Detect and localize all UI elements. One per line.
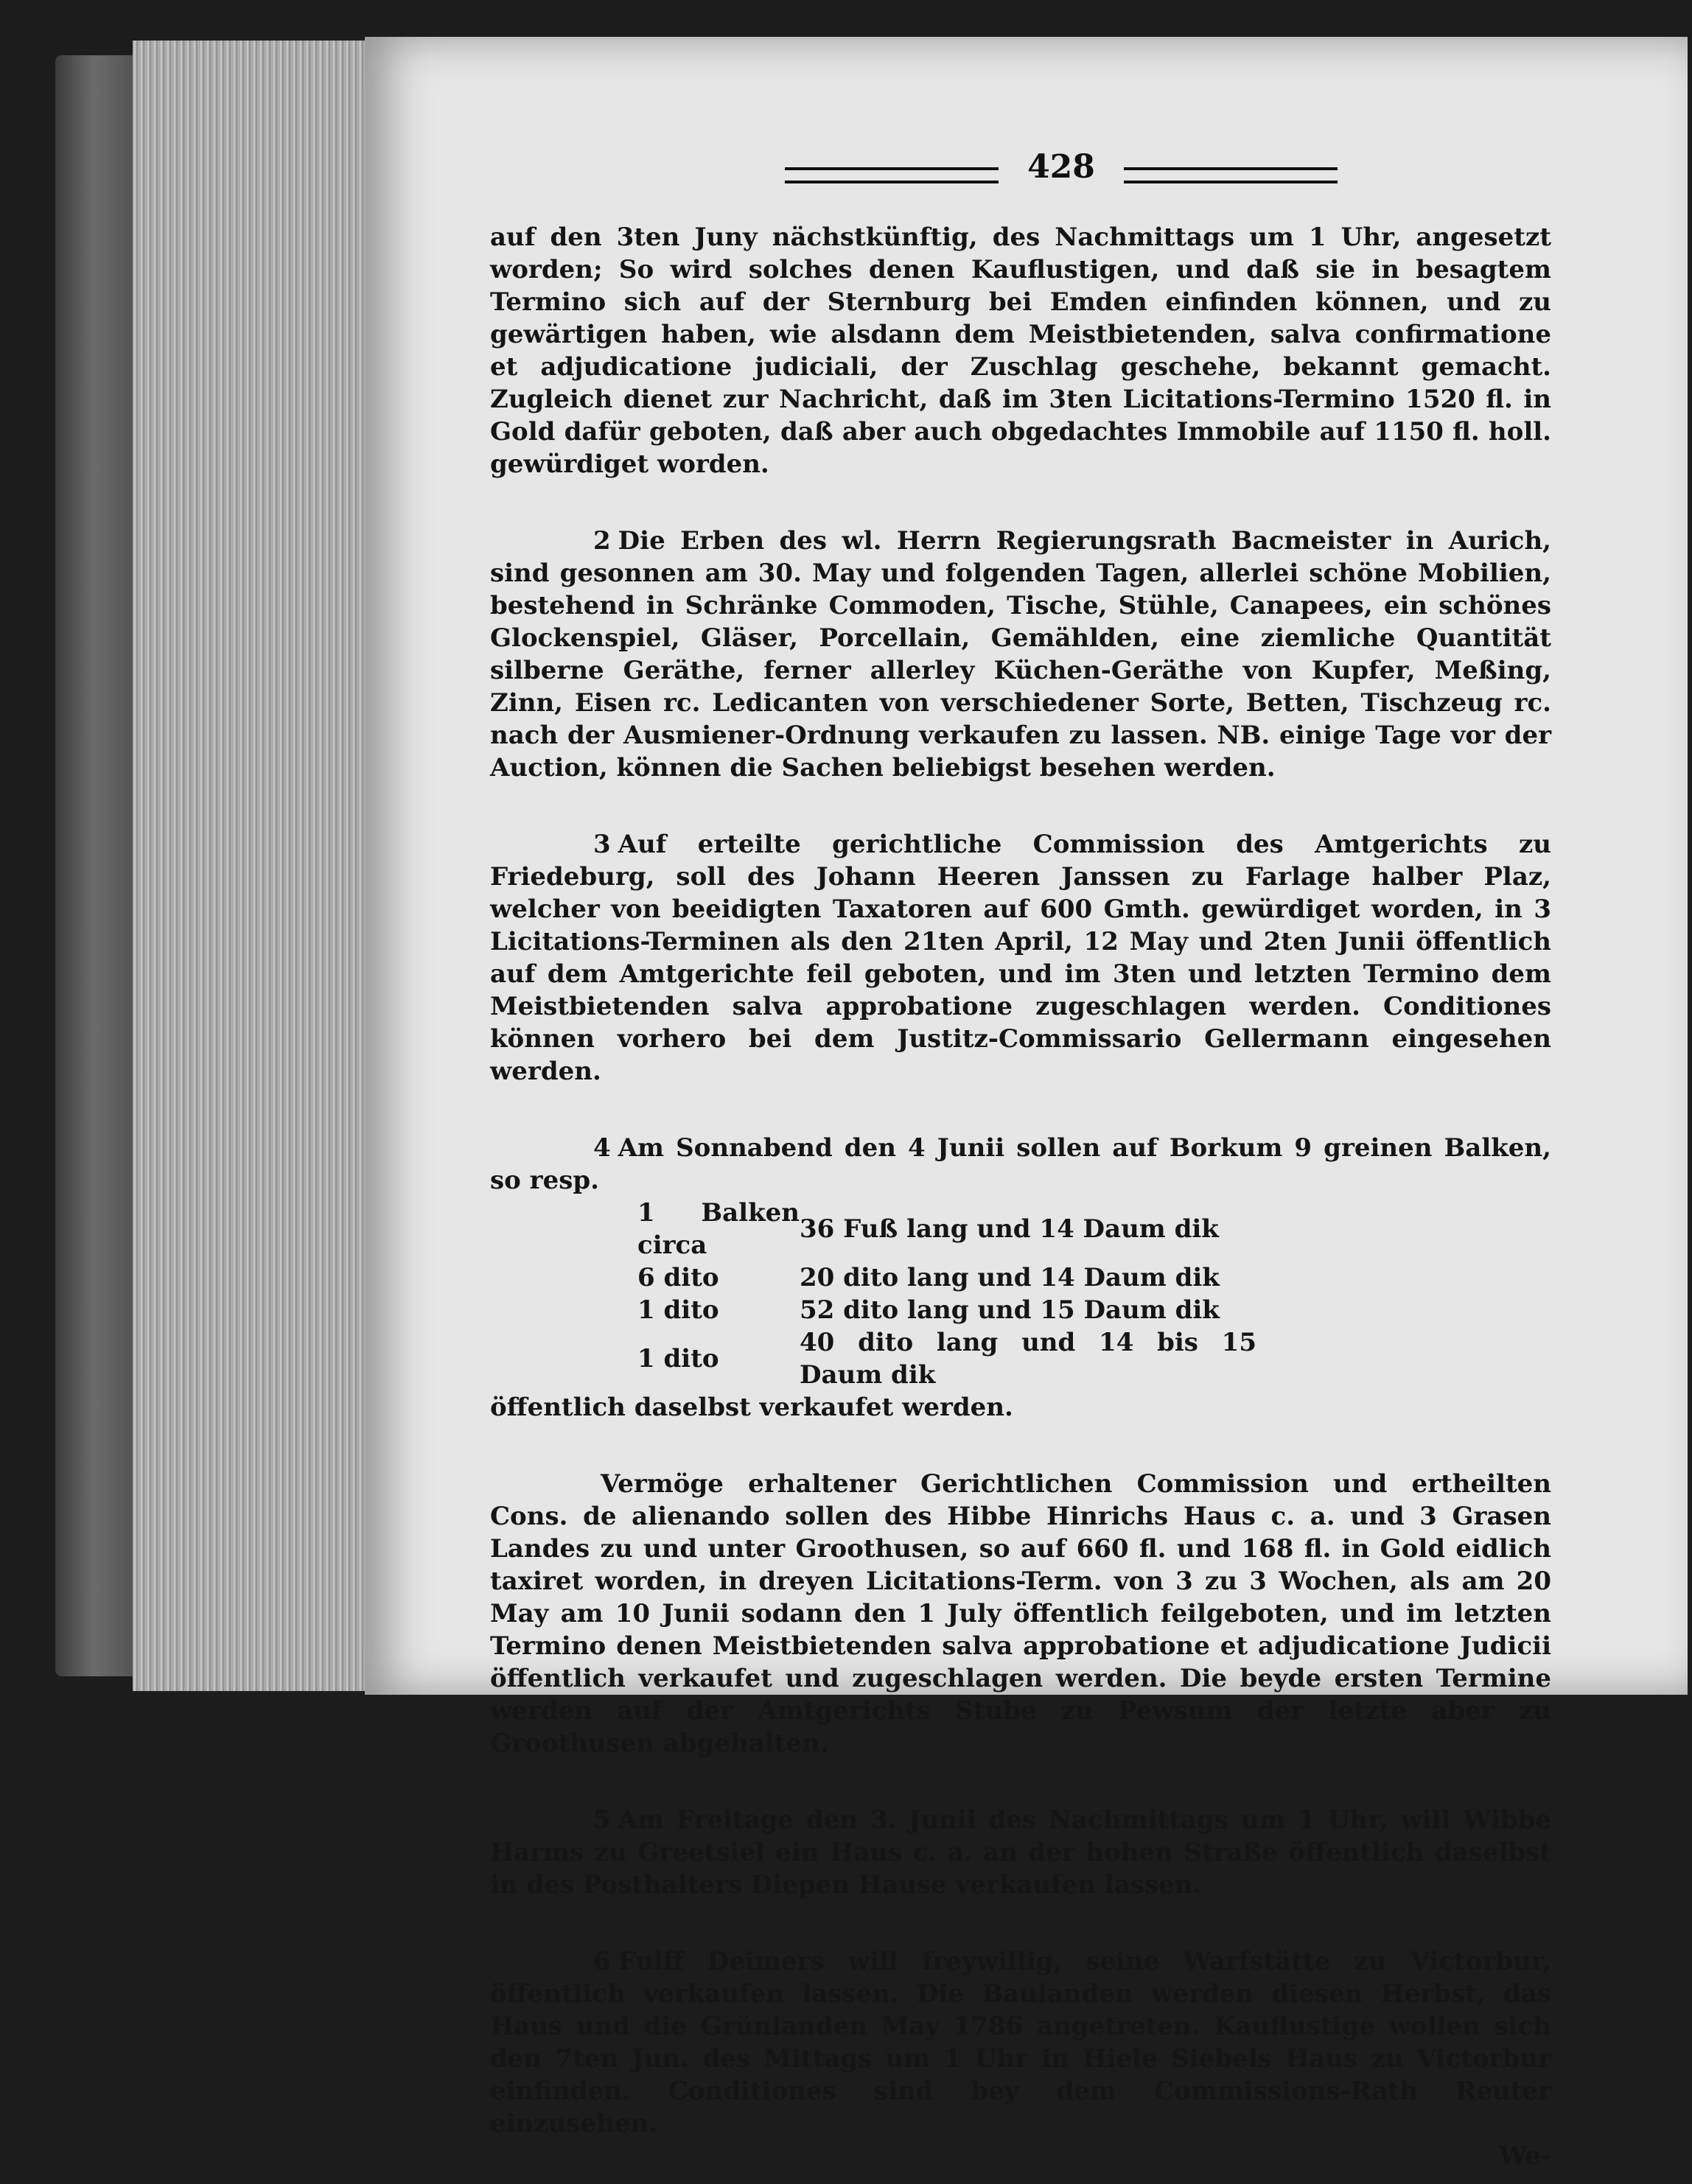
paragraph-4-closing: öffentlich daselbst verkaufet werden. (490, 1393, 1013, 1422)
paragraph-text: Fulff Deimers will freywillig, seine Warfstätte zu Victorbur, öffentlich verkaufen lassen. Die Baulanden werden diesen Herbst, das Haus und die Grünlanden May 1786 angetreten. Kauflustige wollen sich den 7ten Jun. des Mittags um 1 Uhr in Hiele Siebels Haus zu Victorbur einfinden. Conditiones sind bey dem Commissions-Rath Reuter einzusehen. (490, 1947, 1551, 2138)
balken-list (490, 1197, 1256, 1391)
page-header (785, 148, 1338, 195)
paragraph-2 (490, 525, 1551, 784)
paragraph-text: Die Erben des wl. Herrn Regierungsrath Bacmeister in Aurich, sind gesonnen am 30. May und folgenden Tagen, allerlei schöne Mobilien, bestehend in Schränke Commoden, Tische, Stühle, Canapees, ein schönes Glockenspiel, Gläser, Porcellain, Gemählden, eine ziemliche Quantität silberne Geräthe, ferner allerley Küchen-Geräthe von Kupfer, Meßing, Zinn, Eisen rc. Ledicanten von verschiedener Sorte, Betten, Tischzeug rc. nach der Ausmiener-Ordnung verkaufen zu lassen. NB. einige Tage vor der Auction, können die Sachen beliebigst besehen werden. (490, 526, 1551, 783)
paragraph-4 (490, 1132, 1551, 1424)
paragraph-number: 2 (593, 526, 611, 556)
catchword: We- (1498, 2141, 1551, 2171)
header-rule-right (1124, 167, 1338, 183)
header-rule-left (785, 167, 999, 183)
paragraph-text: Vermöge erhaltener Gerichtlichen Commission und ertheilten Cons. de alienando sollen des Hibbe Hinrichs Haus c. a. und 3 Grasen Landes zu und unter Groothusen, so auf 660 fl. und 168 fl. in Gold eidlich taxiret worden, in dreyen Licitations-Term. von 3 zu 3 Wochen, als am 20 May am 10 Junii sodann den 1 July öffentlich feilgeboten, und im letzten Termino denen Meistbietenden salva approbatione et adjudicatione Judicii öffentlich verkaufet und zugeschlagen werden. Die beyde ersten Termine werden auf der Amtgerichts Stube zu Pewsum der letzte aber zu Groothusen abgehalten. (490, 1469, 1551, 1758)
paragraph-6 (490, 1804, 1551, 1901)
paragraph-7 (490, 1945, 1551, 2171)
paragraph-number: 3 (593, 830, 611, 859)
paragraph-number: 4 (593, 1133, 611, 1163)
list-item: 1 dito 40 dito lang und 14 bis 15 Daum dik (637, 1328, 1256, 1390)
list-item: 1 Balken circa 36 Fuß lang und 14 Daum dik (637, 1198, 1219, 1260)
paragraph-text: Am Freitage den 3. Junii des Nachmittags um 1 Uhr, will Wibbe Harms zu Greetsiel ein Haus c. a. an der hohen Straße öffentlich daselbst in des Posthalters Diepen Hause verkaufen lassen. (490, 1805, 1551, 1900)
page-number: 428 (1027, 148, 1095, 186)
page-text (490, 221, 1551, 2184)
paragraph-text: Am Sonnabend den 4 Junii sollen auf Borkum 9 greinen Balken, so resp. (490, 1133, 1551, 1195)
list-item: 1 dito 52 dito lang und 15 Daum dik (637, 1295, 1220, 1325)
list-item: 6 dito 20 dito lang und 14 Daum dik (637, 1263, 1220, 1292)
paragraph-text: Auf erteilte gerichtliche Commission des Amtgerichts zu Friedeburg, soll des Johann Heeren Janssen zu Farlage halber Plaz, welcher von beeidigten Taxatoren auf 600 Gmth. gewürdiget worden, in 3 Licitations-Terminen als den 21ten April, 12 May und 2ten Junii öffentlich auf dem Amtgerichte feil geboten, und im 3ten und letzten Termino dem Meistbietenden salva approbatione zugeschlagen werden. Conditiones können vorhero bei dem Justitz-Commissario Gellermann eingesehen werden. (490, 830, 1551, 1086)
paragraph-3 (490, 828, 1551, 1088)
paragraph-number: 6 (593, 1947, 611, 1976)
page-edges (133, 41, 368, 1691)
paragraph-number: 5 (593, 1805, 611, 1835)
paragraph-1: auf den 3ten Juny nächstkünftig, des Nachmittags um 1 Uhr, angesetzt worden; So wird solches denen Kauflustigen, und daß sie in besagtem Termino sich auf der Sternburg bei Emden einfinden können, und zu gewärtigen haben, wie alsdann dem Meistbietenden, salva confirmatione et adjudicatione judiciali, der Zuschlag geschehe, bekannt gemacht. Zugleich dienet zur Nachricht, daß im 3ten Licitations-Termino 1520 fl. in Gold dafür geboten, daß aber auch obgedachtes Immobile auf 1150 fl. holl. gewürdiget worden. (490, 223, 1551, 479)
paragraph-5 (490, 1468, 1551, 1760)
